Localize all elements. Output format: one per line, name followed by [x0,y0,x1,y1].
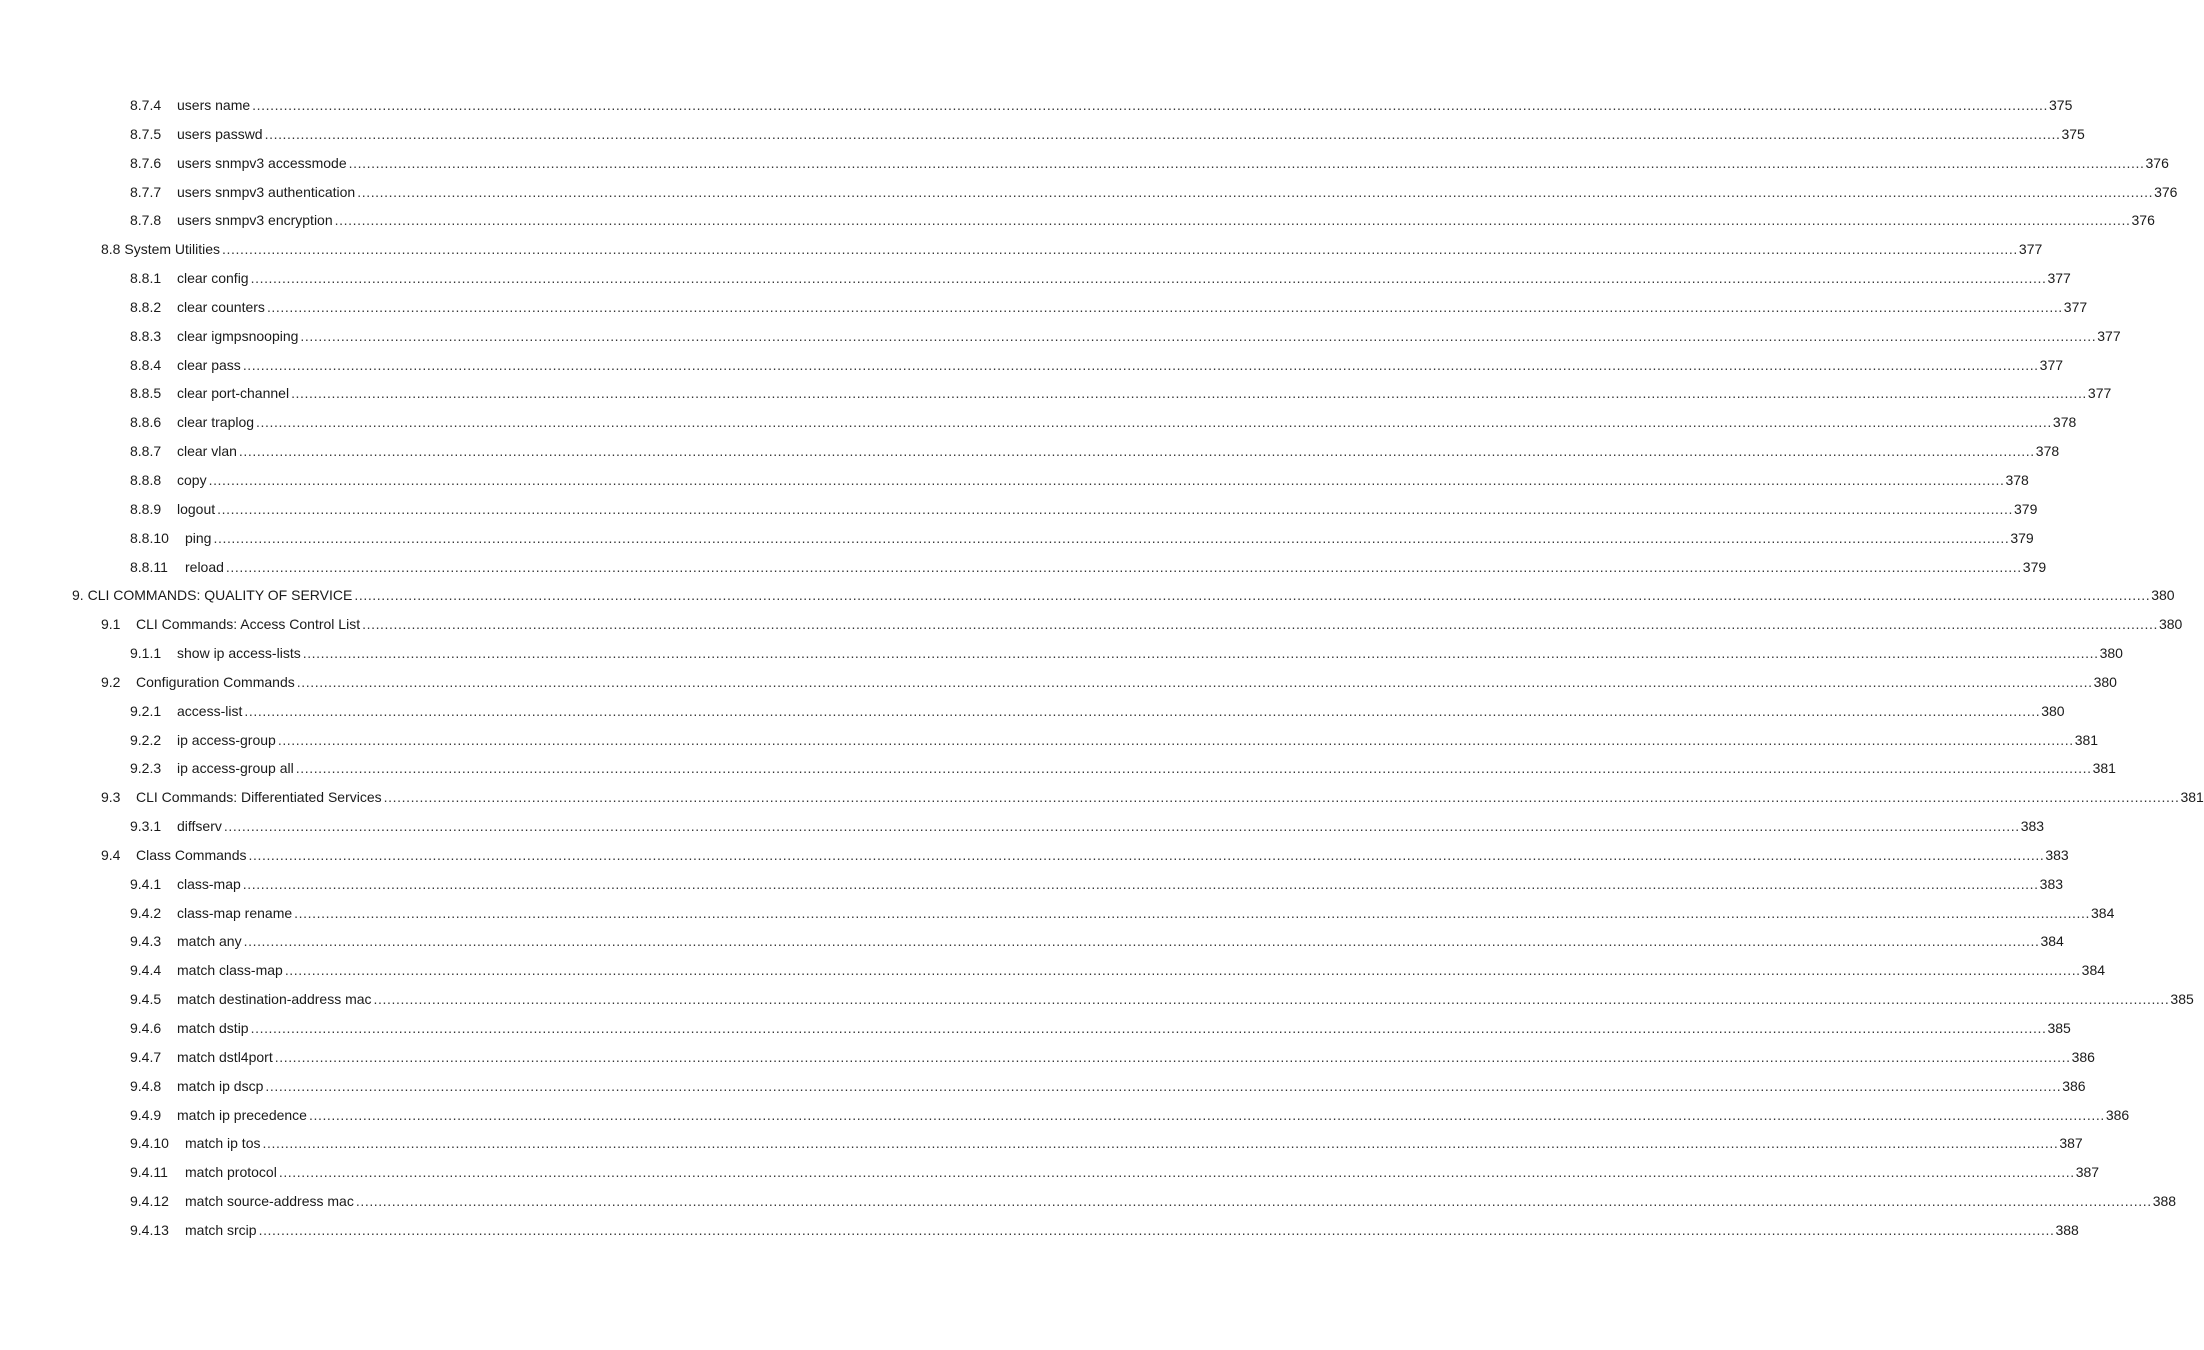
section-title: copy [177,471,207,488]
toc-entry[interactable] [0,408,2077,437]
page-number: 383 [2039,875,2064,892]
section-title: class-map [177,875,241,892]
page-number: 378 [2005,471,2029,488]
dot-leader: ................................................................................................................................................................................................................................................................................................................................................................................................................ [244,702,2041,719]
section-title: CLI COMMANDS: QUALITY OF SERVICE [87,587,353,604]
section-number: 9.2.3 [130,760,162,777]
section-title: clear config [177,270,249,287]
toc-entry-label[interactable] [130,1158,2100,1187]
dot-leader: ................................................................................................................................................................................................................................................................................................................................................................................................................ [355,1193,2152,1210]
dot-leader: ................................................................................................................................................................................................................................................................................................................................................................................................................ [242,875,2039,892]
section-title: Configuration Commands [136,673,295,690]
dot-leader: ................................................................................................................................................................................................................................................................................................................................................................................................................ [264,125,2061,142]
section-title: ip access-group [177,731,276,748]
dot-leader: ................................................................................................................................................................................................................................................................................................................................................................................................................ [250,1020,2047,1036]
page-number: 379 [2010,529,2034,546]
page-number: 376 [2154,183,2178,200]
toc-entry-label[interactable] [130,351,2064,380]
section-number: 9.4.6 [130,1020,162,1036]
section-title: ip access-group all [177,760,294,777]
toc-entry-label[interactable] [130,91,2073,120]
dot-leader: ................................................................................................................................................................................................................................................................................................................................................................................................................ [294,904,2091,921]
toc-entry[interactable] [0,1187,2177,1216]
dot-leader: ................................................................................................................................................................................................................................................................................................................................................................................................................ [266,298,2063,315]
section-number: 8.8.10 [130,529,169,546]
section-number: 8.8.8 [130,471,162,488]
toc-entry[interactable] [0,1158,2100,1187]
page-number: 380 [2158,616,2183,633]
toc-entry-label[interactable] [130,264,2071,293]
section-title: match ip tos [185,1135,261,1152]
section-title: clear vlan [177,443,237,460]
section-title: users snmpv3 authentication [177,183,356,200]
page-number: 377 [2063,298,2088,315]
section-number: 9.4.4 [130,962,162,979]
page-number: 375 [2049,97,2073,113]
toc-entry[interactable] [0,495,2038,524]
page-number: 377 [2047,270,2071,287]
dot-leader: ................................................................................................................................................................................................................................................................................................................................................................................................................ [308,1106,2105,1123]
page-number: 387 [2059,1135,2083,1152]
dot-leader: ................................................................................................................................................................................................................................................................................................................................................................................................................ [256,414,2052,431]
section-title: users snmpv3 accessmode [177,154,347,171]
section-number: 8.8.5 [130,385,162,402]
dot-leader: ................................................................................................................................................................................................................................................................................................................................................................................................................ [357,183,2154,200]
toc-entry[interactable] [0,812,2045,841]
section-title: ping [185,529,212,546]
section-title: clear pass [177,356,241,373]
toc-entry[interactable] [0,754,2116,783]
dot-leader: ................................................................................................................................................................................................................................................................................................................................................................................................................ [274,1048,2071,1065]
dot-leader: ................................................................................................................................................................................................................................................................................................................................................................................................................ [277,731,2074,748]
section-title: users passwd [177,125,263,142]
toc-entry[interactable] [0,899,2115,928]
dot-leader: ................................................................................................................................................................................................................................................................................................................................................................................................................ [334,212,2131,229]
dot-leader: ................................................................................................................................................................................................................................................................................................................................................................................................................ [300,327,2097,344]
section-title: clear traplog [177,414,255,431]
toc-entry[interactable] [0,1101,2130,1130]
section-number: 8.8.4 [130,356,162,373]
toc-entry-label[interactable] [130,812,2045,841]
dot-leader: ................................................................................................................................................................................................................................................................................................................................................................................................................ [354,587,2151,604]
page-number: 384 [2081,962,2106,979]
toc-entry-label[interactable] [101,610,2183,639]
toc-entry-label[interactable] [130,1101,2130,1130]
toc-entry[interactable] [0,697,2065,726]
dot-leader: ................................................................................................................................................................................................................................................................................................................................................................................................................ [242,356,2039,373]
toc-entry-label[interactable] [130,149,2169,178]
dot-leader: ................................................................................................................................................................................................................................................................................................................................................................................................................ [252,97,2049,113]
toc-entry[interactable] [0,985,2194,1014]
toc-entry[interactable] [0,524,2034,553]
page-number: 380 [2041,702,2065,719]
toc-entry[interactable] [0,1043,2095,1072]
toc-entry[interactable] [0,322,2121,351]
toc-entry[interactable] [0,581,2175,610]
toc-entry-label[interactable] [130,322,2121,351]
toc-entry[interactable] [0,466,2029,495]
toc-entry[interactable] [0,235,2043,264]
section-number: 8.8 [101,241,121,258]
dot-leader: ................................................................................................................................................................................................................................................................................................................................................................................................................ [348,154,2145,171]
section-number: 8.7.4 [130,97,162,113]
page-number: 386 [2105,1106,2130,1123]
page-number: 388 [2055,1221,2079,1238]
dot-leader: ................................................................................................................................................................................................................................................................................................................................................................................................................ [295,760,2092,777]
page-number: 377 [2018,241,2043,258]
section-title: match ip dscp [177,1077,264,1094]
section-number: 9.4.1 [130,875,162,892]
page-number: 383 [2020,818,2045,835]
section-number: 9.1.1 [130,645,162,662]
toc-entry[interactable] [0,870,2064,899]
page-number: 381 [2092,760,2116,777]
toc-entry-label[interactable] [130,956,2106,985]
page-number: 381 [2074,731,2099,748]
section-number: 9.2.2 [130,731,162,748]
toc-entry-label[interactable] [130,927,2064,956]
dot-leader: ................................................................................................................................................................................................................................................................................................................................................................................................................ [265,1077,2062,1094]
toc-entry[interactable] [0,927,2064,956]
toc-entry[interactable] [0,351,2064,380]
toc-entry-label[interactable] [130,899,2115,928]
dot-leader: ................................................................................................................................................................................................................................................................................................................................................................................................................ [248,846,2045,863]
toc-entry-label[interactable] [130,726,2099,755]
toc-entry-label[interactable] [130,495,2038,524]
section-title: reload [185,558,224,575]
toc-entry-label[interactable] [130,466,2029,495]
section-title: match destination-address mac [177,991,372,1008]
section-number: 8.8.6 [130,414,162,431]
dot-leader: ................................................................................................................................................................................................................................................................................................................................................................................................................ [262,1135,2059,1152]
dot-leader: ................................................................................................................................................................................................................................................................................................................................................................................................................ [284,962,2081,979]
section-number: 8.8.7 [130,443,162,460]
toc-entry[interactable] [0,437,2060,466]
toc-entry-label[interactable] [130,379,2112,408]
section-number: 9.3 [101,789,121,806]
section-title: show ip access-lists [177,645,301,662]
toc-entry-label[interactable] [130,697,2065,726]
toc-entry-label[interactable] [130,1043,2095,1072]
toc-entry[interactable] [0,783,2204,812]
section-title: CLI Commands: Access Control List [136,616,361,633]
toc-entry[interactable] [0,668,2117,697]
section-number: 9.4.5 [130,991,162,1008]
toc-entry[interactable] [0,639,2123,668]
dot-leader: ................................................................................................................................................................................................................................................................................................................................................................................................................ [213,529,2010,546]
section-title: access-list [177,702,243,719]
section-title: class-map rename [177,904,293,921]
toc-entry-label[interactable] [130,1129,2083,1158]
dot-leader: ................................................................................................................................................................................................................................................................................................................................................................................................................ [373,991,2170,1008]
dot-leader: ................................................................................................................................................................................................................................................................................................................................................................................................................ [225,558,2022,575]
section-number: 9.3.1 [130,818,162,835]
section-title: Class Commands [136,846,247,863]
page-number: 375 [2061,125,2085,142]
toc-entry-label[interactable] [130,985,2194,1014]
section-title: match any [177,933,242,950]
section-title: users snmpv3 encryption [177,212,333,229]
section-number: 8.7.7 [130,183,162,200]
section-number: 8.8.3 [130,327,162,344]
toc-entry-label[interactable] [130,870,2064,899]
dot-leader: ................................................................................................................................................................................................................................................................................................................................................................................................................ [250,270,2047,287]
page-number: 380 [2099,645,2123,662]
section-number: 8.7.6 [130,154,162,171]
toc-entry[interactable] [0,1216,2079,1245]
toc-entry-label[interactable] [130,553,2047,582]
toc-entry-label[interactable] [101,841,2069,870]
section-title: match dstl4port [177,1048,273,1065]
section-number: 9.4.12 [130,1193,169,1210]
toc-entry[interactable] [0,610,2183,639]
page-number: 388 [2152,1193,2177,1210]
toc-entry[interactable] [0,293,2088,322]
section-number: 9.4.8 [130,1077,162,1094]
toc-entry-label[interactable] [130,120,2085,149]
toc-entry-label[interactable] [101,668,2117,697]
toc-entry-label[interactable] [130,754,2116,783]
toc-entry[interactable] [0,379,2112,408]
toc-entry-label[interactable] [130,437,2060,466]
dot-leader: ................................................................................................................................................................................................................................................................................................................................................................................................................ [291,385,2087,402]
toc-entry[interactable] [0,178,2178,207]
page-number: 377 [2039,356,2064,373]
toc-entry[interactable] [0,553,2047,582]
dot-leader: ................................................................................................................................................................................................................................................................................................................................................................................................................ [296,673,2093,690]
section-number: 8.8.2 [130,298,162,315]
toc-entry[interactable] [0,726,2099,755]
dot-leader: ................................................................................................................................................................................................................................................................................................................................................................................................................ [383,789,2180,806]
page-number: 385 [2170,991,2194,1008]
toc-entry[interactable] [0,149,2169,178]
toc-entry-label[interactable] [130,1072,2086,1101]
section-title: clear counters [177,298,265,315]
section-number: 8.8.9 [130,500,162,517]
dot-leader: ................................................................................................................................................................................................................................................................................................................................................................................................................ [278,1164,2075,1181]
page-number: 386 [2062,1077,2086,1094]
dot-leader: ................................................................................................................................................................................................................................................................................................................................................................................................................ [302,645,2099,662]
toc-entry-label[interactable] [130,639,2123,668]
toc-entry-label[interactable] [130,293,2088,322]
toc-entry-label[interactable] [130,206,2155,235]
section-title: match ip precedence [177,1106,307,1123]
section-title: match dstip [177,1020,249,1036]
section-number: 9.4.11 [130,1164,168,1181]
section-title: users name [177,97,251,113]
section-number: 9.4.7 [130,1048,162,1065]
section-number: 9.4.13 [130,1221,169,1238]
page-number: 384 [2091,904,2115,921]
page-number: 376 [2145,154,2169,171]
section-title: logout [177,500,216,517]
page-number: 383 [2045,846,2069,863]
page-number: 387 [2075,1164,2100,1181]
section-number: 8.7.8 [130,212,162,229]
toc-entry-label[interactable] [130,178,2178,207]
toc-entry[interactable] [0,1014,2071,1043]
toc-entry[interactable] [0,264,2071,293]
dot-leader: ................................................................................................................................................................................................................................................................................................................................................................................................................ [258,1221,2055,1238]
table-of-contents [0,91,2204,1245]
dot-leader: ................................................................................................................................................................................................................................................................................................................................................................................................................ [208,471,2005,488]
page-number: 385 [2047,1020,2071,1036]
section-number: 8.8.11 [130,558,168,575]
section-title: diffserv [177,818,222,835]
dot-leader: ................................................................................................................................................................................................................................................................................................................................................................................................................ [362,616,2158,633]
dot-leader: ................................................................................................................................................................................................................................................................................................................................................................................................................ [222,241,2018,258]
toc-entry[interactable] [0,841,2069,870]
toc-entry-label[interactable] [130,524,2034,553]
toc-entry-label[interactable] [130,1014,2071,1043]
dot-leader: ................................................................................................................................................................................................................................................................................................................................................................................................................ [238,443,2035,460]
section-title: clear igmpsnooping [177,327,299,344]
section-title: System Utilities [124,241,221,258]
toc-entry[interactable] [0,1072,2086,1101]
page-number: 386 [2071,1048,2095,1065]
section-number: 9.4 [101,846,121,863]
page-number: 379 [2014,500,2038,517]
section-number: 9. [72,587,84,604]
section-number: 9.4.3 [130,933,162,950]
section-number: 9.2 [101,673,121,690]
toc-entry[interactable] [0,206,2155,235]
section-number: 8.7.5 [130,125,162,142]
section-title: match source-address mac [185,1193,354,1210]
toc-entry[interactable] [0,91,2073,120]
page-number: 378 [2052,414,2077,431]
toc-entry-label[interactable] [130,1216,2079,1245]
page-number: 377 [2087,385,2112,402]
page-number: 377 [2097,327,2121,344]
section-title: CLI Commands: Differentiated Services [136,789,382,806]
toc-entry-label[interactable] [101,783,2204,812]
page-number: 376 [2131,212,2155,229]
toc-entry-label[interactable] [72,581,2175,610]
section-number: 9.4.9 [130,1106,162,1123]
section-number: 9.2.1 [130,702,162,719]
page-number: 381 [2180,789,2204,806]
page-number: 379 [2022,558,2047,575]
section-title: clear port-channel [177,385,290,402]
section-number: 9.1 [101,616,121,633]
section-number: 8.8.1 [130,270,162,287]
toc-entry-label[interactable] [101,235,2043,264]
page-number: 380 [2151,587,2175,604]
section-title: match srcip [185,1221,257,1238]
toc-entry[interactable] [0,1129,2083,1158]
page-number: 384 [2040,933,2064,950]
dot-leader: ................................................................................................................................................................................................................................................................................................................................................................................................................ [223,818,2020,835]
dot-leader: ................................................................................................................................................................................................................................................................................................................................................................................................................ [217,500,2014,517]
dot-leader: ................................................................................................................................................................................................................................................................................................................................................................................................................ [243,933,2040,950]
section-title: match protocol [185,1164,277,1181]
section-number: 9.4.10 [130,1135,169,1152]
section-title: match class-map [177,962,283,979]
page-number: 378 [2035,443,2060,460]
toc-entry[interactable] [0,956,2106,985]
toc-entry-label[interactable] [130,408,2077,437]
toc-entry-label[interactable] [130,1187,2177,1216]
toc-entry[interactable] [0,120,2085,149]
section-number: 9.4.2 [130,904,162,921]
page-number: 380 [2093,673,2117,690]
